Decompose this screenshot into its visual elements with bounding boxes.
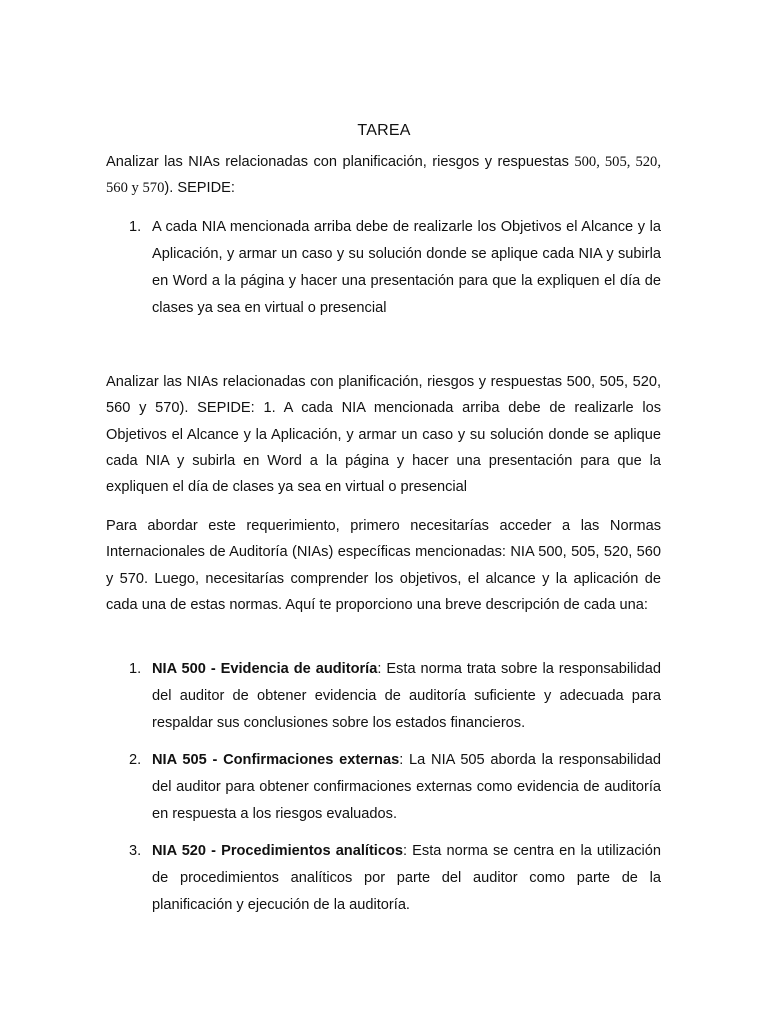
- nia-item-number: 3.: [129, 843, 142, 859]
- nia-item-heading: NIA 505 - Confirmaciones externas: [152, 752, 400, 768]
- nia-item-description: : La NIA 505 aborda la responsabilidad del auditor para obtener confirmaciones externas como evidencia de auditoría en respuesta a los riesgos evaluados.: [152, 752, 662, 822]
- nia-list-item: [106, 747, 661, 828]
- nia-item-number: 1.: [129, 661, 142, 677]
- nia-item-text: [152, 838, 661, 919]
- nia-item-text: [152, 747, 661, 828]
- nia-list-item: [106, 838, 661, 919]
- intro-paragraph: [106, 149, 661, 202]
- nia-item-heading: NIA 500 - Evidencia de auditoría: [152, 661, 378, 677]
- document-title: TAREA: [357, 122, 411, 139]
- nia-item-text: [152, 656, 661, 737]
- intro-prefix: Analizar las NIAs relacionadas con planificación, riesgos y respuestas: [106, 154, 575, 170]
- nia-item-description: : Esta norma se centra en la utilización de procedimientos analíticos por parte del auditor como parte de la planificación y ejecución de la auditoría.: [152, 843, 661, 913]
- task-item-text: A cada NIA mencionada arriba debe de realizarle los Objetivos el Alcance y la Aplicación, y armar un caso y su solución donde se aplique cada NIA y subirla en Word a la página y hacer una presentación para que la expliquen el día de clases ya sea en virtual o presencial: [152, 219, 661, 316]
- response-paragraph: Para abordar este requerimiento, primero necesitarías acceder a las Normas Internacionales de Auditoría (NIAs) específicas mencionadas: NIA 500, 505, 520, 560 y 570. Luego, necesitarías comprender los objetivos, el alcance y la aplicación de cada una de estas normas. Aquí te proporciono una breve descripción de cada una:: [106, 518, 661, 613]
- nia-item-number: 2.: [129, 752, 142, 768]
- nia-item-heading: NIA 520 - Procedimientos analíticos: [152, 843, 404, 859]
- restated-paragraph: Analizar las NIAs relacionadas con planificación, riesgos y respuestas 500, 505, 520, 560 y 570). SEPIDE: 1. A cada NIA mencionada arriba debe de realizarle los Objetivos el Alcance y la Aplicación, y armar un caso y su solución donde se aplique cada NIA y subirla en Word a la página y hacer una presentación para que la expliquen el día de clases ya sea en virtual o presencial: [106, 374, 661, 496]
- nia-list-item: [106, 656, 661, 737]
- task-item-number: 1.: [129, 219, 142, 235]
- task-list-item: [106, 214, 661, 322]
- intro-suffix: ). SEPIDE:: [164, 180, 235, 197]
- nia-item-description: : Esta norma trata sobre la responsabilidad del auditor de obtener evidencia de auditoría suficiente y adecuada para respaldar sus conclusiones sobre los estados financieros.: [152, 661, 661, 731]
- intro-nia-numbers: 500, 505, 520, 560 y 570: [106, 154, 661, 197]
